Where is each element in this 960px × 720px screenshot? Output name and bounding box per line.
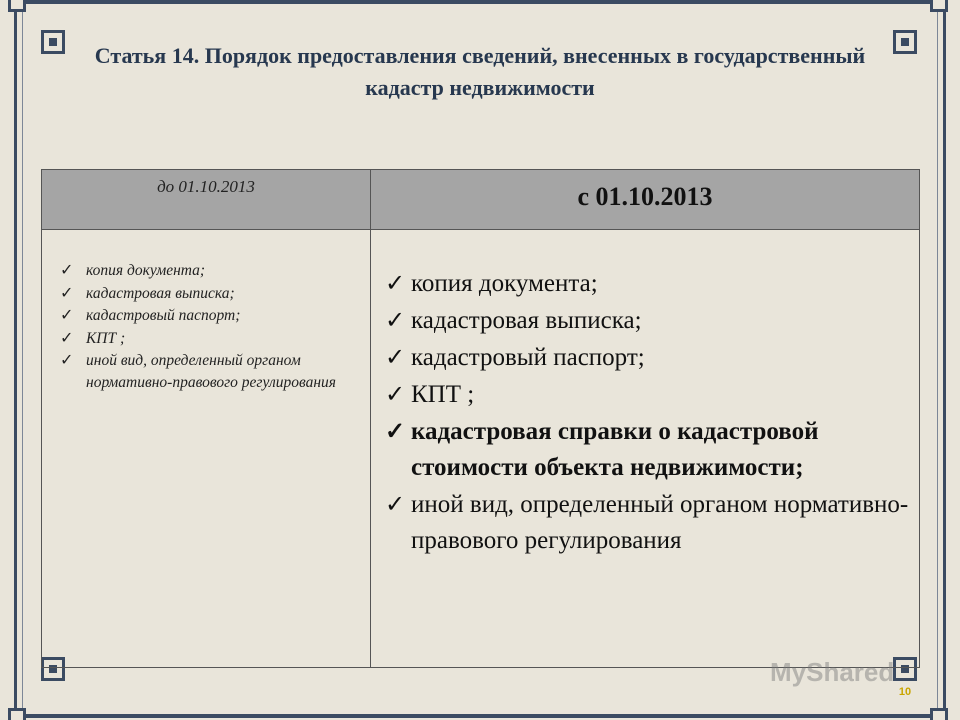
checkmark-icon: ✓ [385, 492, 406, 518]
checkmark-icon: ✓ [60, 352, 74, 369]
comparison-table [41, 169, 920, 668]
table-body-row [42, 230, 920, 668]
slide-title: Статья 14. Порядок предоставления сведений, внесенных в государственный кадастр недвижимости [94, 43, 866, 100]
table-header-row [42, 170, 920, 230]
frame-bottom [14, 714, 946, 718]
frame-top [14, 0, 946, 4]
list-item: ✓ копия документа; [385, 266, 911, 302]
header-before-date: до 01.10.2013 [42, 170, 371, 230]
list-item: ✓ иной вид, определенный органом нормативно-правового регулирования [385, 487, 911, 559]
list-item: ✓ иной вид, определенный органом нормативно-правового регулирования [60, 352, 336, 391]
checkmark-icon: ✓ [385, 345, 406, 371]
frame-notch [930, 708, 948, 720]
checkmark-icon: ✓ [385, 308, 406, 334]
frame-notch [930, 0, 948, 12]
before-column [42, 230, 371, 668]
corner-square-icon [41, 30, 65, 54]
frame-left [14, 0, 17, 720]
after-list [385, 266, 911, 559]
checkmark-icon: ✓ [385, 382, 406, 408]
list-item: ✓ кадастровая выписка; [385, 303, 911, 339]
checkmark-icon: ✓ [60, 262, 74, 279]
frame-notch [8, 0, 26, 12]
list-item: ✓ кадастровая выписка; [60, 283, 360, 305]
before-list [60, 260, 360, 394]
checkmark-icon: ✓ [60, 307, 74, 324]
frame-left-inner [22, 0, 23, 720]
list-item: ✓ КПТ ; [60, 328, 360, 350]
corner-square-icon [893, 30, 917, 54]
list-item: ✓ копия документа; [60, 260, 360, 282]
after-column [371, 230, 920, 668]
list-item: ✓ кадастровый паспорт; [60, 305, 360, 327]
page-number: 10 [898, 686, 912, 698]
list-item: ✓ кадастровый паспорт; [385, 340, 911, 376]
frame-notch [8, 708, 26, 720]
list-item: ✓ КПТ ; [385, 377, 911, 413]
checkmark-icon: ✓ [385, 419, 406, 445]
watermark-logo: MyShared [770, 657, 895, 687]
checkmark-icon: ✓ [60, 284, 74, 302]
checkmark-icon: ✓ [60, 329, 74, 347]
frame-right [943, 0, 946, 720]
header-after-date: с 01.10.2013 [371, 170, 920, 230]
list-item-highlighted: ✓ кадастровая справки о кадастровой стоимости объекта недвижимости; [385, 414, 911, 486]
frame-right-inner [937, 0, 938, 720]
checkmark-icon: ✓ [385, 271, 406, 297]
